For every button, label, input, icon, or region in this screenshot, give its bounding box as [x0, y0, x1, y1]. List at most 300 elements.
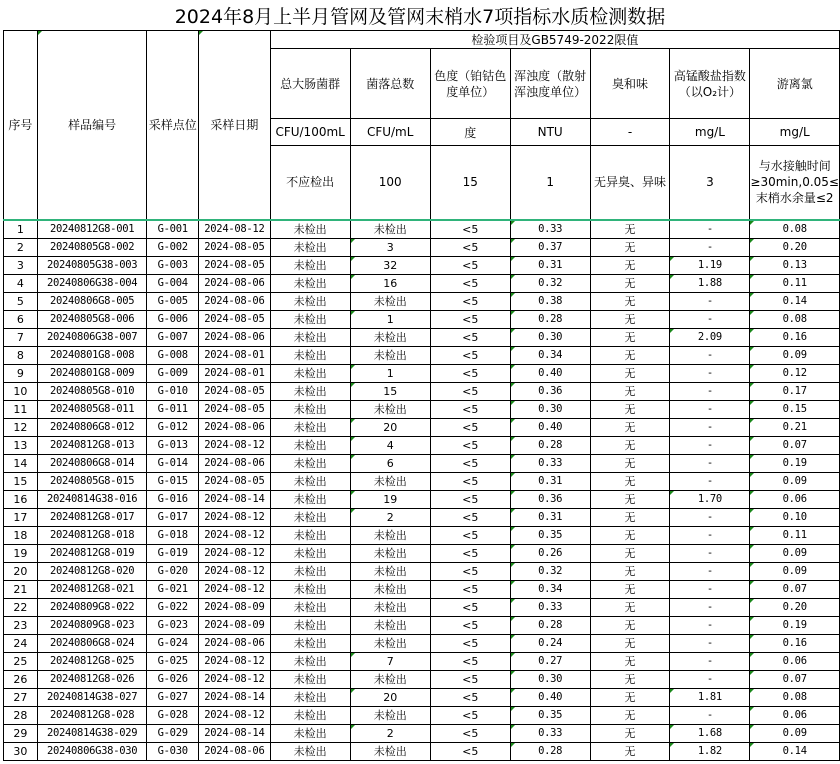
cell-permanganate[interactable]: - — [670, 220, 750, 239]
cell-turbidity[interactable]: 0.33 — [510, 454, 590, 472]
cell-color[interactable]: <5 — [430, 742, 510, 760]
cell-seq[interactable]: 30 — [4, 742, 38, 760]
cell-coliform[interactable]: 未检出 — [270, 328, 350, 346]
cell-coliform[interactable]: 未检出 — [270, 256, 350, 274]
cell-free-chlorine[interactable]: 0.07 — [750, 436, 840, 454]
cell-turbidity[interactable]: 0.33 — [510, 598, 590, 616]
cell-permanganate[interactable]: - — [670, 238, 750, 256]
cell-colony-count[interactable]: 未检出 — [350, 706, 430, 724]
cell-permanganate[interactable]: - — [670, 382, 750, 400]
cell-seq[interactable]: 2 — [4, 238, 38, 256]
cell-free-chlorine[interactable]: 0.21 — [750, 418, 840, 436]
cell-colony-count[interactable]: 未检出 — [350, 634, 430, 652]
cell-site[interactable]: G-008 — [147, 346, 199, 364]
cell-odor[interactable]: 无 — [590, 274, 670, 292]
cell-free-chlorine[interactable]: 0.06 — [750, 706, 840, 724]
cell-color[interactable]: <5 — [430, 256, 510, 274]
cell-odor[interactable]: 无 — [590, 472, 670, 490]
cell-odor[interactable]: 无 — [590, 652, 670, 670]
cell-coliform[interactable]: 未检出 — [270, 292, 350, 310]
cell-seq[interactable]: 25 — [4, 652, 38, 670]
cell-site[interactable]: G-017 — [147, 508, 199, 526]
cell-colony-count[interactable]: 20 — [350, 418, 430, 436]
cell-seq[interactable]: 20 — [4, 562, 38, 580]
header-limit[interactable]: 100 — [350, 146, 430, 220]
cell-coliform[interactable]: 未检出 — [270, 490, 350, 508]
cell-coliform[interactable]: 未检出 — [270, 454, 350, 472]
cell-free-chlorine[interactable]: 0.11 — [750, 274, 840, 292]
cell-color[interactable]: <5 — [430, 616, 510, 634]
header-unit[interactable]: NTU — [510, 119, 590, 146]
header-unit[interactable]: 度 — [430, 119, 510, 146]
cell-seq[interactable]: 16 — [4, 490, 38, 508]
cell-color[interactable]: <5 — [430, 580, 510, 598]
cell-site[interactable]: G-016 — [147, 490, 199, 508]
cell-free-chlorine[interactable]: 0.16 — [750, 634, 840, 652]
cell-colony-count[interactable]: 未检出 — [350, 526, 430, 544]
cell-coliform[interactable]: 未检出 — [270, 364, 350, 382]
cell-date[interactable]: 2024-08-06 — [198, 634, 270, 652]
header-seq[interactable]: 序号 — [4, 31, 38, 220]
cell-turbidity[interactable]: 0.38 — [510, 292, 590, 310]
cell-color[interactable]: <5 — [430, 562, 510, 580]
cell-color[interactable]: <5 — [430, 400, 510, 418]
cell-turbidity[interactable]: 0.32 — [510, 274, 590, 292]
cell-turbidity[interactable]: 0.31 — [510, 472, 590, 490]
cell-free-chlorine[interactable]: 0.06 — [750, 652, 840, 670]
cell-odor[interactable]: 无 — [590, 400, 670, 418]
cell-odor[interactable]: 无 — [590, 670, 670, 688]
cell-coliform[interactable]: 未检出 — [270, 220, 350, 239]
cell-sample-id[interactable]: 20240806G8-014 — [37, 454, 147, 472]
header-limit[interactable]: 3 — [670, 146, 750, 220]
cell-coliform[interactable]: 未检出 — [270, 400, 350, 418]
cell-colony-count[interactable]: 未检出 — [350, 742, 430, 760]
cell-coliform[interactable]: 未检出 — [270, 724, 350, 742]
cell-seq[interactable]: 1 — [4, 220, 38, 239]
cell-color[interactable]: <5 — [430, 508, 510, 526]
cell-color[interactable]: <5 — [430, 220, 510, 239]
cell-colony-count[interactable]: 未检出 — [350, 562, 430, 580]
cell-coliform[interactable]: 未检出 — [270, 634, 350, 652]
cell-free-chlorine[interactable]: 0.14 — [750, 742, 840, 760]
cell-coliform[interactable]: 未检出 — [270, 670, 350, 688]
cell-site[interactable]: G-023 — [147, 616, 199, 634]
cell-odor[interactable]: 无 — [590, 742, 670, 760]
cell-colony-count[interactable]: 未检出 — [350, 580, 430, 598]
cell-date[interactable]: 2024-08-05 — [198, 256, 270, 274]
cell-free-chlorine[interactable]: 0.08 — [750, 688, 840, 706]
cell-permanganate[interactable]: - — [670, 400, 750, 418]
cell-date[interactable]: 2024-08-12 — [198, 436, 270, 454]
cell-color[interactable]: <5 — [430, 634, 510, 652]
cell-turbidity[interactable]: 0.28 — [510, 310, 590, 328]
cell-permanganate[interactable]: - — [670, 472, 750, 490]
header-limit[interactable]: 15 — [430, 146, 510, 220]
cell-color[interactable]: <5 — [430, 274, 510, 292]
cell-odor[interactable]: 无 — [590, 580, 670, 598]
cell-turbidity[interactable]: 0.24 — [510, 634, 590, 652]
cell-sample-id[interactable]: 20240812G8-013 — [37, 436, 147, 454]
cell-color[interactable]: <5 — [430, 490, 510, 508]
cell-date[interactable]: 2024-08-14 — [198, 490, 270, 508]
cell-date[interactable]: 2024-08-05 — [198, 400, 270, 418]
cell-date[interactable]: 2024-08-05 — [198, 238, 270, 256]
cell-turbidity[interactable]: 0.32 — [510, 562, 590, 580]
cell-site[interactable]: G-029 — [147, 724, 199, 742]
cell-odor[interactable]: 无 — [590, 256, 670, 274]
cell-colony-count[interactable]: 未检出 — [350, 616, 430, 634]
cell-permanganate[interactable]: - — [670, 292, 750, 310]
cell-turbidity[interactable]: 0.40 — [510, 688, 590, 706]
cell-colony-count[interactable]: 未检出 — [350, 598, 430, 616]
cell-site[interactable]: G-013 — [147, 436, 199, 454]
cell-turbidity[interactable]: 0.34 — [510, 346, 590, 364]
cell-color[interactable]: <5 — [430, 472, 510, 490]
cell-sample-id[interactable]: 20240809G8-023 — [37, 616, 147, 634]
cell-sample-id[interactable]: 20240812G8-025 — [37, 652, 147, 670]
cell-sample-id[interactable]: 20240806G8-012 — [37, 418, 147, 436]
cell-turbidity[interactable]: 0.31 — [510, 508, 590, 526]
cell-colony-count[interactable]: 19 — [350, 490, 430, 508]
cell-coliform[interactable]: 未检出 — [270, 688, 350, 706]
cell-sample-id[interactable]: 20240812G8-028 — [37, 706, 147, 724]
cell-permanganate[interactable]: 1.70 — [670, 490, 750, 508]
cell-odor[interactable]: 无 — [590, 508, 670, 526]
cell-turbidity[interactable]: 0.36 — [510, 382, 590, 400]
cell-site[interactable]: G-012 — [147, 418, 199, 436]
cell-permanganate[interactable]: 2.09 — [670, 328, 750, 346]
cell-color[interactable]: <5 — [430, 706, 510, 724]
cell-site[interactable]: G-015 — [147, 472, 199, 490]
cell-seq[interactable]: 10 — [4, 382, 38, 400]
cell-colony-count[interactable]: 4 — [350, 436, 430, 454]
cell-odor[interactable]: 无 — [590, 562, 670, 580]
cell-permanganate[interactable]: - — [670, 670, 750, 688]
cell-free-chlorine[interactable]: 0.11 — [750, 526, 840, 544]
header-sample-id[interactable]: 样品编号 — [37, 31, 147, 220]
cell-turbidity[interactable]: 0.30 — [510, 400, 590, 418]
cell-date[interactable]: 2024-08-05 — [198, 382, 270, 400]
cell-free-chlorine[interactable]: 0.10 — [750, 508, 840, 526]
cell-color[interactable]: <5 — [430, 238, 510, 256]
cell-free-chlorine[interactable]: 0.19 — [750, 454, 840, 472]
cell-colony-count[interactable]: 1 — [350, 310, 430, 328]
cell-sample-id[interactable]: 20240801G8-009 — [37, 364, 147, 382]
cell-permanganate[interactable]: - — [670, 634, 750, 652]
cell-sample-id[interactable]: 20240812G8-001 — [37, 220, 147, 239]
cell-site[interactable]: G-027 — [147, 688, 199, 706]
cell-colony-count[interactable]: 未检出 — [350, 670, 430, 688]
cell-date[interactable]: 2024-08-06 — [198, 328, 270, 346]
header-unit[interactable]: - — [590, 119, 670, 146]
cell-site[interactable]: G-018 — [147, 526, 199, 544]
cell-site[interactable]: G-007 — [147, 328, 199, 346]
cell-permanganate[interactable]: - — [670, 346, 750, 364]
cell-site[interactable]: G-005 — [147, 292, 199, 310]
cell-odor[interactable]: 无 — [590, 688, 670, 706]
cell-colony-count[interactable]: 未检出 — [350, 328, 430, 346]
cell-free-chlorine[interactable]: 0.13 — [750, 256, 840, 274]
cell-color[interactable]: <5 — [430, 688, 510, 706]
header-item[interactable]: 高锰酸盐指数（以O₂计） — [670, 49, 750, 119]
cell-permanganate[interactable]: 1.19 — [670, 256, 750, 274]
cell-sample-id[interactable]: 20240806G38-004 — [37, 274, 147, 292]
cell-seq[interactable]: 13 — [4, 436, 38, 454]
cell-coliform[interactable]: 未检出 — [270, 418, 350, 436]
cell-colony-count[interactable]: 2 — [350, 724, 430, 742]
cell-color[interactable]: <5 — [430, 346, 510, 364]
cell-coliform[interactable]: 未检出 — [270, 544, 350, 562]
header-unit[interactable]: mg/L — [750, 119, 840, 146]
cell-turbidity[interactable]: 0.33 — [510, 724, 590, 742]
cell-odor[interactable]: 无 — [590, 436, 670, 454]
cell-turbidity[interactable]: 0.35 — [510, 706, 590, 724]
cell-odor[interactable]: 无 — [590, 220, 670, 239]
cell-coliform[interactable]: 未检出 — [270, 580, 350, 598]
cell-colony-count[interactable]: 未检出 — [350, 472, 430, 490]
cell-colony-count[interactable]: 未检出 — [350, 292, 430, 310]
header-item[interactable]: 菌落总数 — [350, 49, 430, 119]
cell-permanganate[interactable]: 1.88 — [670, 274, 750, 292]
cell-site[interactable]: G-001 — [147, 220, 199, 239]
cell-site[interactable]: G-009 — [147, 364, 199, 382]
cell-seq[interactable]: 15 — [4, 472, 38, 490]
cell-turbidity[interactable]: 0.27 — [510, 652, 590, 670]
cell-date[interactable]: 2024-08-06 — [198, 292, 270, 310]
cell-colony-count[interactable]: 20 — [350, 688, 430, 706]
cell-free-chlorine[interactable]: 0.20 — [750, 238, 840, 256]
cell-free-chlorine[interactable]: 0.07 — [750, 670, 840, 688]
cell-coliform[interactable]: 未检出 — [270, 706, 350, 724]
cell-odor[interactable]: 无 — [590, 310, 670, 328]
cell-turbidity[interactable]: 0.28 — [510, 616, 590, 634]
header-item[interactable]: 臭和味 — [590, 49, 670, 119]
cell-site[interactable]: G-021 — [147, 580, 199, 598]
cell-site[interactable]: G-028 — [147, 706, 199, 724]
cell-permanganate[interactable]: 1.82 — [670, 742, 750, 760]
cell-color[interactable]: <5 — [430, 436, 510, 454]
cell-odor[interactable]: 无 — [590, 616, 670, 634]
cell-sample-id[interactable]: 20240814G38-029 — [37, 724, 147, 742]
header-item[interactable]: 游离氯 — [750, 49, 840, 119]
cell-coliform[interactable]: 未检出 — [270, 238, 350, 256]
cell-free-chlorine[interactable]: 0.09 — [750, 346, 840, 364]
cell-free-chlorine[interactable]: 0.09 — [750, 724, 840, 742]
cell-seq[interactable]: 12 — [4, 418, 38, 436]
cell-seq[interactable]: 23 — [4, 616, 38, 634]
cell-permanganate[interactable]: - — [670, 310, 750, 328]
cell-turbidity[interactable]: 0.26 — [510, 544, 590, 562]
cell-date[interactable]: 2024-08-14 — [198, 724, 270, 742]
cell-free-chlorine[interactable]: 0.08 — [750, 220, 840, 239]
cell-coliform[interactable]: 未检出 — [270, 598, 350, 616]
cell-date[interactable]: 2024-08-05 — [198, 310, 270, 328]
cell-seq[interactable]: 29 — [4, 724, 38, 742]
cell-site[interactable]: G-024 — [147, 634, 199, 652]
cell-free-chlorine[interactable]: 0.09 — [750, 562, 840, 580]
cell-date[interactable]: 2024-08-06 — [198, 274, 270, 292]
header-limit[interactable]: 不应检出 — [270, 146, 350, 220]
cell-date[interactable]: 2024-08-01 — [198, 346, 270, 364]
cell-site[interactable]: G-006 — [147, 310, 199, 328]
cell-free-chlorine[interactable]: 0.08 — [750, 310, 840, 328]
cell-coliform[interactable]: 未检出 — [270, 382, 350, 400]
cell-site[interactable]: G-025 — [147, 652, 199, 670]
cell-seq[interactable]: 18 — [4, 526, 38, 544]
cell-sample-id[interactable]: 20240812G8-017 — [37, 508, 147, 526]
cell-colony-count[interactable]: 未检出 — [350, 220, 430, 239]
cell-colony-count[interactable]: 1 — [350, 364, 430, 382]
cell-color[interactable]: <5 — [430, 382, 510, 400]
cell-sample-id[interactable]: 20240805G8-006 — [37, 310, 147, 328]
cell-date[interactable]: 2024-08-06 — [198, 742, 270, 760]
cell-sample-id[interactable]: 20240812G8-018 — [37, 526, 147, 544]
cell-free-chlorine[interactable]: 0.06 — [750, 490, 840, 508]
cell-turbidity[interactable]: 0.37 — [510, 238, 590, 256]
cell-seq[interactable]: 14 — [4, 454, 38, 472]
cell-sample-id[interactable]: 20240805G8-010 — [37, 382, 147, 400]
cell-site[interactable]: G-004 — [147, 274, 199, 292]
cell-seq[interactable]: 26 — [4, 670, 38, 688]
cell-seq[interactable]: 4 — [4, 274, 38, 292]
cell-colony-count[interactable]: 7 — [350, 652, 430, 670]
header-date[interactable]: 采样日期 — [198, 31, 270, 220]
cell-seq[interactable]: 9 — [4, 364, 38, 382]
cell-sample-id[interactable]: 20240812G8-019 — [37, 544, 147, 562]
cell-seq[interactable]: 11 — [4, 400, 38, 418]
cell-sample-id[interactable]: 20240806G38-030 — [37, 742, 147, 760]
cell-seq[interactable]: 7 — [4, 328, 38, 346]
cell-turbidity[interactable]: 0.33 — [510, 220, 590, 239]
cell-turbidity[interactable]: 0.28 — [510, 742, 590, 760]
cell-date[interactable]: 2024-08-06 — [198, 454, 270, 472]
cell-color[interactable]: <5 — [430, 652, 510, 670]
cell-coliform[interactable]: 未检出 — [270, 616, 350, 634]
cell-sample-id[interactable]: 20240812G8-026 — [37, 670, 147, 688]
cell-sample-id[interactable]: 20240814G38-027 — [37, 688, 147, 706]
header-group[interactable]: 检验项目及GB5749-2022限值 — [270, 31, 839, 49]
header-limit[interactable]: 与水接触时间≥30min,0.05≤末梢水余量≤2 — [750, 146, 840, 220]
cell-coliform[interactable]: 未检出 — [270, 742, 350, 760]
cell-free-chlorine[interactable]: 0.07 — [750, 580, 840, 598]
cell-permanganate[interactable]: - — [670, 580, 750, 598]
cell-free-chlorine[interactable]: 0.09 — [750, 472, 840, 490]
cell-date[interactable]: 2024-08-05 — [198, 472, 270, 490]
cell-free-chlorine[interactable]: 0.14 — [750, 292, 840, 310]
cell-date[interactable]: 2024-08-06 — [198, 418, 270, 436]
cell-permanganate[interactable]: 1.81 — [670, 688, 750, 706]
cell-site[interactable]: G-010 — [147, 382, 199, 400]
header-site[interactable]: 采样点位 — [147, 31, 199, 220]
cell-date[interactable]: 2024-08-12 — [198, 580, 270, 598]
cell-permanganate[interactable]: - — [670, 436, 750, 454]
cell-turbidity[interactable]: 0.28 — [510, 436, 590, 454]
cell-free-chlorine[interactable]: 0.17 — [750, 382, 840, 400]
cell-turbidity[interactable]: 0.31 — [510, 256, 590, 274]
cell-odor[interactable]: 无 — [590, 328, 670, 346]
cell-permanganate[interactable]: - — [670, 544, 750, 562]
cell-color[interactable]: <5 — [430, 418, 510, 436]
cell-turbidity[interactable]: 0.40 — [510, 364, 590, 382]
cell-turbidity[interactable]: 0.40 — [510, 418, 590, 436]
cell-coliform[interactable]: 未检出 — [270, 346, 350, 364]
header-unit[interactable]: CFU/mL — [350, 119, 430, 146]
cell-seq[interactable]: 24 — [4, 634, 38, 652]
cell-color[interactable]: <5 — [430, 526, 510, 544]
cell-date[interactable]: 2024-08-12 — [198, 544, 270, 562]
cell-color[interactable]: <5 — [430, 670, 510, 688]
cell-date[interactable]: 2024-08-01 — [198, 364, 270, 382]
cell-date[interactable]: 2024-08-14 — [198, 688, 270, 706]
cell-sample-id[interactable]: 20240805G38-003 — [37, 256, 147, 274]
cell-sample-id[interactable]: 20240812G8-020 — [37, 562, 147, 580]
cell-seq[interactable]: 19 — [4, 544, 38, 562]
cell-sample-id[interactable]: 20240812G8-021 — [37, 580, 147, 598]
cell-date[interactable]: 2024-08-12 — [198, 526, 270, 544]
cell-sample-id[interactable]: 20240814G38-016 — [37, 490, 147, 508]
header-limit[interactable]: 无异臭、异味 — [590, 146, 670, 220]
cell-permanganate[interactable]: - — [670, 508, 750, 526]
cell-free-chlorine[interactable]: 0.09 — [750, 544, 840, 562]
cell-colony-count[interactable]: 未检出 — [350, 346, 430, 364]
cell-coliform[interactable]: 未检出 — [270, 274, 350, 292]
cell-colony-count[interactable]: 6 — [350, 454, 430, 472]
cell-permanganate[interactable]: - — [670, 652, 750, 670]
cell-site[interactable]: G-011 — [147, 400, 199, 418]
cell-sample-id[interactable]: 20240805G8-011 — [37, 400, 147, 418]
cell-odor[interactable]: 无 — [590, 382, 670, 400]
cell-odor[interactable]: 无 — [590, 526, 670, 544]
cell-color[interactable]: <5 — [430, 292, 510, 310]
cell-color[interactable]: <5 — [430, 724, 510, 742]
cell-site[interactable]: G-022 — [147, 598, 199, 616]
cell-odor[interactable]: 无 — [590, 364, 670, 382]
cell-permanganate[interactable]: - — [670, 364, 750, 382]
cell-sample-id[interactable]: 20240806G38-007 — [37, 328, 147, 346]
cell-sample-id[interactable]: 20240806G8-024 — [37, 634, 147, 652]
header-unit[interactable]: CFU/100mL — [270, 119, 350, 146]
header-limit[interactable]: 1 — [510, 146, 590, 220]
cell-date[interactable]: 2024-08-12 — [198, 670, 270, 688]
cell-colony-count[interactable]: 未检出 — [350, 400, 430, 418]
cell-permanganate[interactable]: 1.68 — [670, 724, 750, 742]
cell-color[interactable]: <5 — [430, 310, 510, 328]
cell-odor[interactable]: 无 — [590, 634, 670, 652]
cell-turbidity[interactable]: 0.34 — [510, 580, 590, 598]
cell-free-chlorine[interactable]: 0.19 — [750, 616, 840, 634]
cell-date[interactable]: 2024-08-12 — [198, 220, 270, 239]
cell-seq[interactable]: 6 — [4, 310, 38, 328]
cell-color[interactable]: <5 — [430, 364, 510, 382]
cell-odor[interactable]: 无 — [590, 598, 670, 616]
header-unit[interactable]: mg/L — [670, 119, 750, 146]
cell-colony-count[interactable]: 2 — [350, 508, 430, 526]
cell-turbidity[interactable]: 0.36 — [510, 490, 590, 508]
cell-permanganate[interactable]: - — [670, 616, 750, 634]
cell-permanganate[interactable]: - — [670, 598, 750, 616]
cell-colony-count[interactable]: 32 — [350, 256, 430, 274]
cell-site[interactable]: G-030 — [147, 742, 199, 760]
cell-turbidity[interactable]: 0.30 — [510, 670, 590, 688]
cell-colony-count[interactable]: 15 — [350, 382, 430, 400]
cell-free-chlorine[interactable]: 0.16 — [750, 328, 840, 346]
cell-date[interactable]: 2024-08-09 — [198, 616, 270, 634]
cell-odor[interactable]: 无 — [590, 346, 670, 364]
cell-date[interactable]: 2024-08-12 — [198, 706, 270, 724]
cell-turbidity[interactable]: 0.35 — [510, 526, 590, 544]
cell-permanganate[interactable]: - — [670, 526, 750, 544]
